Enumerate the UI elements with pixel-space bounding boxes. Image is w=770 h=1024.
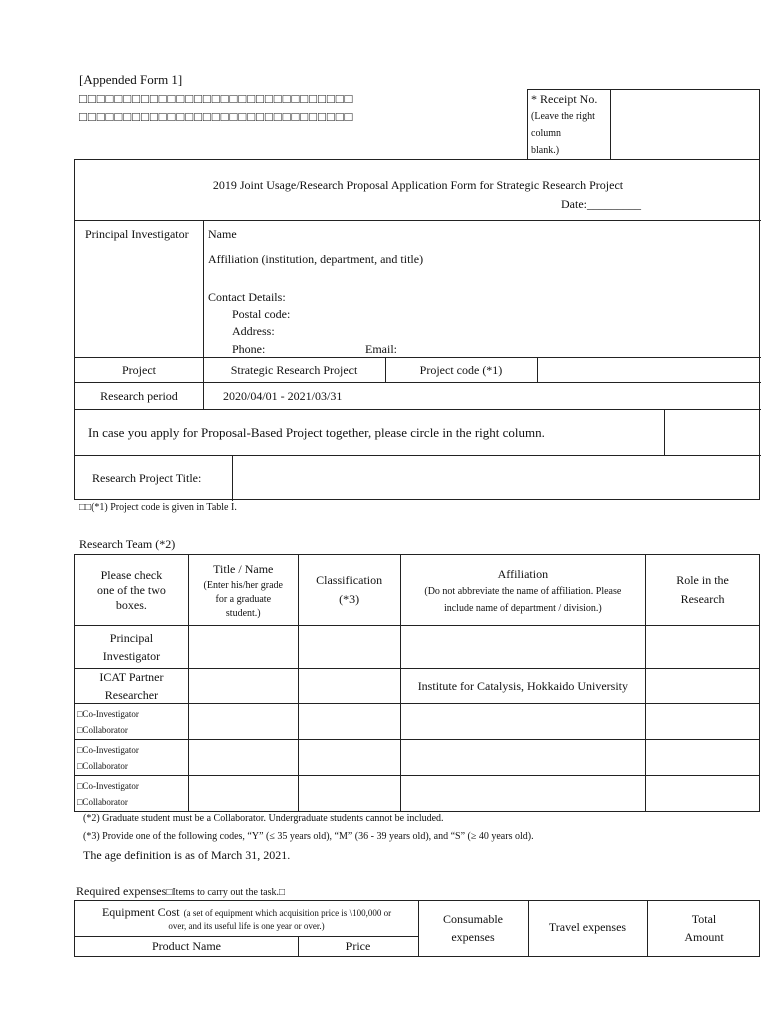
- row-label: [75, 626, 189, 669]
- title-name-cell[interactable]: [188, 740, 298, 776]
- header-title-name: [188, 555, 298, 626]
- title-name-cell[interactable]: [188, 669, 298, 704]
- header-check: [75, 555, 189, 626]
- classification-cell[interactable]: [298, 740, 400, 776]
- role-cell[interactable]: [646, 669, 760, 704]
- header-title-note-3: student.): [225, 607, 261, 619]
- affiliation-field[interactable]: Affiliation (institution, department, and title): [208, 252, 424, 266]
- role-cell[interactable]: [646, 626, 760, 669]
- date-field[interactable]: Date:_________: [561, 197, 641, 211]
- consumable-header-1: Consumable: [443, 912, 503, 926]
- co-investigator-checkbox[interactable]: □Co-Investigator: [77, 708, 139, 719]
- project-label: Project: [122, 363, 156, 377]
- header-title-name-label: Title / Name: [213, 561, 274, 576]
- total-header-1: Total: [691, 912, 717, 926]
- price-header: Price: [345, 939, 371, 953]
- project-value: Strategic Research Project: [230, 363, 358, 377]
- table-row: [75, 740, 760, 776]
- table-row: [75, 776, 760, 812]
- proposal-circle-cell[interactable]: [665, 410, 760, 454]
- total-header: [647, 912, 761, 945]
- row-label: [75, 669, 189, 704]
- affiliation-cell[interactable]: [400, 740, 646, 776]
- collaborator-checkbox[interactable]: □Collaborator: [77, 724, 128, 735]
- table-row: [75, 669, 760, 704]
- header-check-2: one of the two: [96, 582, 166, 597]
- header-role-2: Research: [680, 592, 725, 606]
- team-heading: Research Team (*2): [79, 537, 176, 551]
- header-classification-1: Classification: [316, 573, 383, 587]
- header-affiliation: [400, 555, 646, 626]
- title-name-cell[interactable]: [188, 704, 298, 740]
- pi-label: Principal Investigator: [85, 227, 189, 241]
- classification-cell[interactable]: [298, 669, 400, 704]
- team-note-3: (*3) Provide one of the following codes, “Y” (≤ 35 years old), “M” (36 - 39 years old), and “S” (≥ 40 years old).: [83, 831, 534, 842]
- header-affiliation-label: Affiliation: [497, 566, 549, 581]
- period-label: Research period: [100, 389, 178, 403]
- row-label-2: Researcher: [104, 687, 159, 702]
- period-value: 2020/04/01 - 2021/03/31: [223, 389, 343, 403]
- receipt-label: * Receipt No.: [531, 92, 598, 106]
- checkbox-cell: [75, 704, 189, 740]
- role-cell[interactable]: [646, 776, 760, 812]
- research-team-table: [74, 554, 760, 812]
- application-form: [74, 159, 760, 500]
- receipt-note-2: column: [531, 128, 561, 139]
- row-label-1: ICAT Partner: [99, 669, 164, 684]
- header-title-note-2: for a graduate: [215, 593, 272, 605]
- equipment-cost-header: [75, 903, 418, 921]
- co-investigator-checkbox[interactable]: □Co-Investigator: [77, 744, 139, 755]
- header-affiliation-note-2: include name of department / division.): [443, 602, 602, 614]
- receipt-note-1: (Leave the right: [531, 111, 595, 122]
- header-affiliation-note-1: (Do not abbreviate the name of affiliation. Please: [424, 585, 622, 597]
- affiliation-cell: Institute for Catalysis, Hokkaido University: [400, 669, 646, 704]
- header-role: [646, 555, 760, 626]
- project-code-label: Project code (*1): [419, 363, 503, 377]
- equipment-note-1: (a set of equipment which acquisition price is \100,000 or: [183, 908, 392, 918]
- address-field[interactable]: Address:: [232, 324, 275, 338]
- project-title-label: Research Project Title:: [92, 471, 202, 485]
- proposal-note: In case you apply for Proposal-Based Project together, please circle in the right column.: [88, 425, 545, 440]
- expenses-table: [74, 900, 760, 957]
- travel-header: Travel expenses: [548, 920, 627, 934]
- header-classification: [298, 555, 400, 626]
- age-definition-note: The age definition is as of March 31, 2021.: [83, 848, 291, 862]
- equipment-note-2: over, and its useful life is one year or over.): [168, 921, 325, 931]
- postal-field[interactable]: Postal code:: [232, 307, 291, 321]
- role-cell[interactable]: [646, 740, 760, 776]
- header-title-note-1: (Enter his/her grade: [203, 579, 283, 591]
- co-investigator-checkbox[interactable]: □Co-Investigator: [77, 780, 139, 791]
- table-row: [75, 626, 760, 669]
- receipt-box: [527, 89, 760, 160]
- expenses-heading-note: □Items to carry out the task.□: [166, 887, 286, 898]
- classification-cell[interactable]: [298, 776, 400, 812]
- affiliation-cell[interactable]: [400, 776, 646, 812]
- total-header-2: Amount: [684, 930, 724, 944]
- title-name-cell[interactable]: [188, 626, 298, 669]
- affiliation-cell[interactable]: [400, 626, 646, 669]
- role-cell[interactable]: [646, 704, 760, 740]
- project-title-input[interactable]: [233, 456, 760, 499]
- title-name-cell[interactable]: [188, 776, 298, 812]
- receipt-note-3: blank.): [531, 145, 560, 156]
- product-name-header: Product Name: [152, 939, 221, 953]
- contact-label: Contact Details:: [208, 290, 286, 304]
- row-label-1: Principal: [109, 630, 154, 645]
- collaborator-checkbox[interactable]: □Collaborator: [77, 796, 128, 807]
- form-label: [Appended Form 1]: [79, 72, 183, 87]
- header-classification-2: (*3): [339, 592, 360, 606]
- placeholder-glyphs-line1: □□□□□□□□□□□□□□□□□□□□□□□□□□□□□□□: [79, 91, 354, 106]
- placeholder-glyphs-line2: □□□□□□□□□□□□□□□□□□□□□□□□□□□□□□□: [79, 109, 354, 124]
- form-title: 2019 Joint Usage/Research Proposal Application Form for Strategic Research Project: [212, 178, 624, 192]
- header-check-1: Please check: [100, 567, 163, 582]
- table-row: [75, 704, 760, 740]
- project-code-input[interactable]: [538, 358, 760, 381]
- email-field[interactable]: Email:: [365, 342, 397, 356]
- header-check-3: boxes.: [115, 597, 147, 612]
- footnote-1: □□(*1) Project code is given in Table I.: [79, 502, 237, 513]
- equipment-cost-label: Equipment Cost: [101, 905, 180, 919]
- checkbox-cell: [75, 776, 189, 812]
- name-field[interactable]: Name: [208, 227, 237, 241]
- expenses-heading: Required expenses: [76, 884, 167, 898]
- row-label-2: Investigator: [102, 648, 161, 663]
- affiliation-cell[interactable]: [400, 704, 646, 740]
- header-role-1: Role in the: [676, 573, 729, 587]
- classification-cell[interactable]: [298, 704, 400, 740]
- collaborator-checkbox[interactable]: □Collaborator: [77, 760, 128, 771]
- consumable-header-2: expenses: [451, 930, 495, 944]
- expenses-heading-line: [76, 882, 285, 900]
- consumable-header: [418, 912, 528, 945]
- classification-cell[interactable]: [298, 626, 400, 669]
- team-note-2: (*2) Graduate student must be a Collaborator. Undergraduate students cannot be included.: [83, 813, 444, 824]
- phone-field[interactable]: Phone:: [232, 342, 266, 356]
- checkbox-cell: [75, 740, 189, 776]
